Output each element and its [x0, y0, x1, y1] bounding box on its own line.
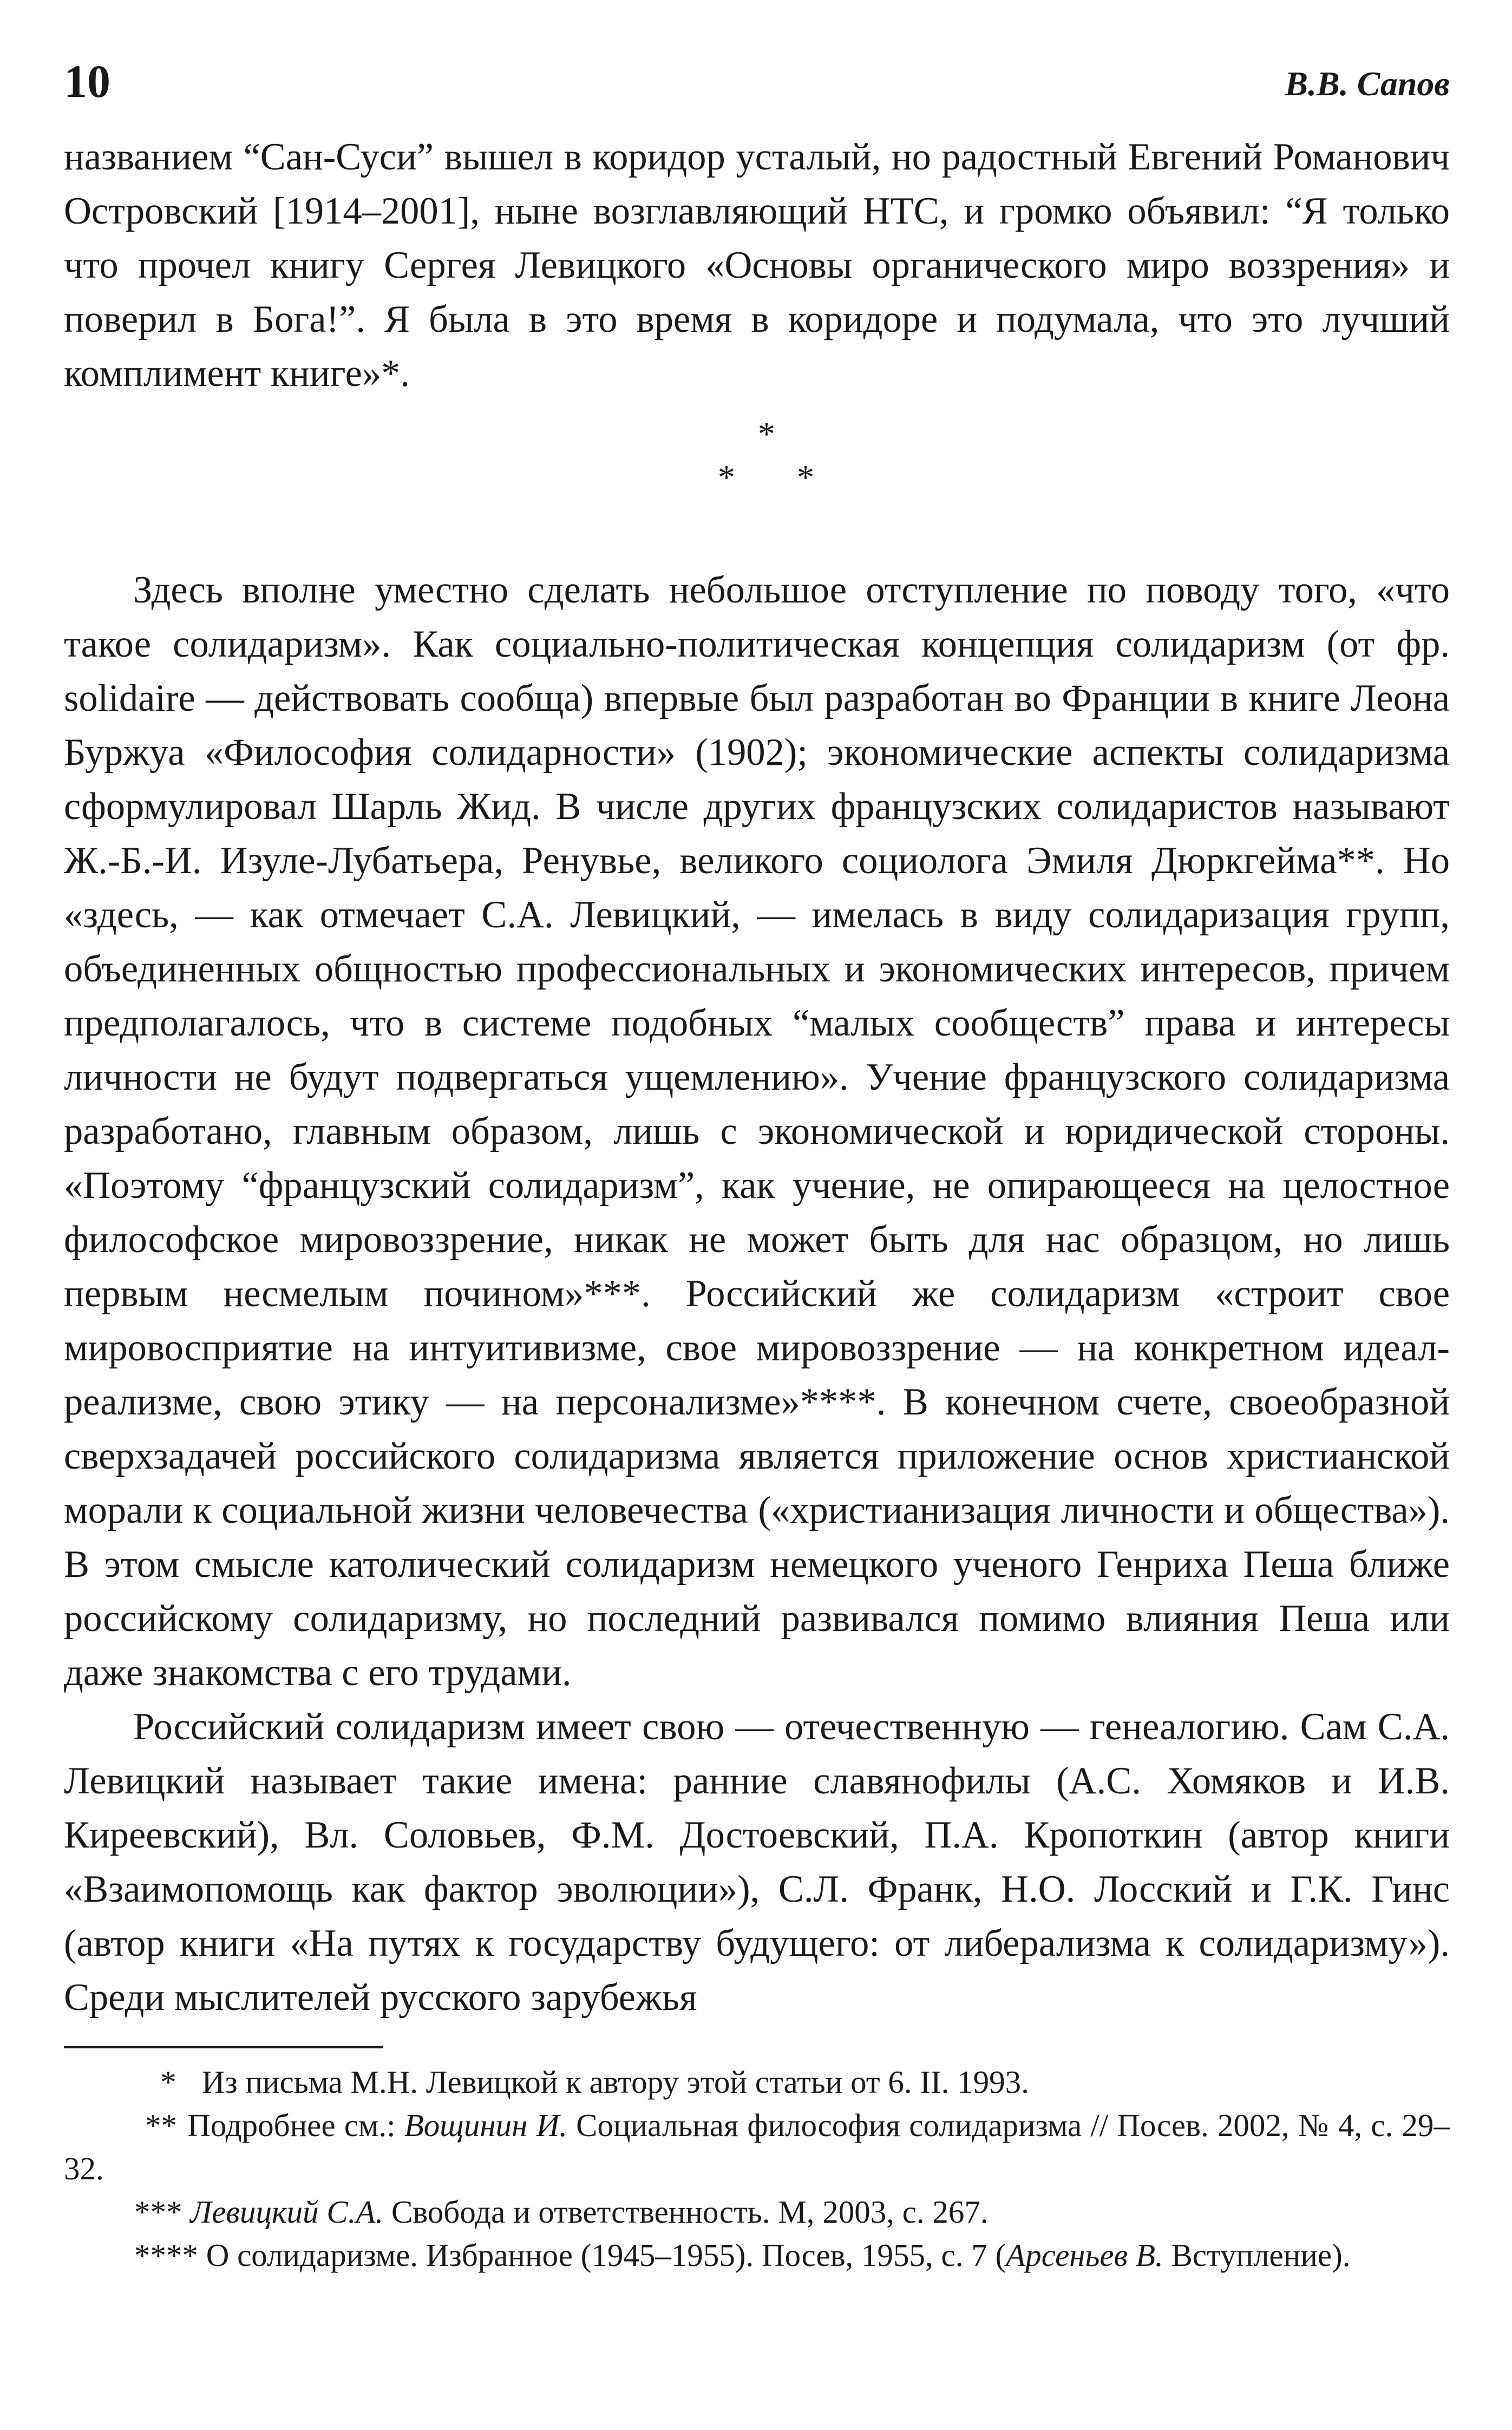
- asterism-divider: [64, 401, 1450, 563]
- paragraph-solidarism-definition: Здесь вполне уместно сделать небольшое отступление по поводу того, «что такое солидаризм». Как социально-политическая концепция солидаризм (от фр. solidaire — действовать сообща) впервые был разработан во Франции в книге Леона Буржуа «Философия солидарности» (1902); экономические аспекты солидаризма сформулировал Шарль Жид. В числе других французских солидаристов называют Ж.-Б.-И. Изуле-Лубатьера, Ренувье, великого социолога Эмиля Дюркгейма**. Но «здесь, — как отмечает С.А. Левицкий, — имелась в виду солидаризация групп, объединенных общностью профессиональных и экономических интересов, причем предполагалось, что в системе подобных “малых сообществ” права и интересы личности не будут подвергаться ущемлению». Учение французского солидаризма разработано, главным образом, лишь с экономической и юридической стороны. «Поэтому “французский солидаризм”, как учение, не опирающееся на целостное философское мировоззрение, никак не может быть для нас образцом, но лишь первым несмелым почином»***. Российский же солидаризм «строит свое мировосприятие на интуитивизме, свое мировоззрение — на конкретном идеал-реализме, свою этику — на персонализме»****. В конечном счете, своеобразной сверхзадачей российского солидаризма является приложение основ христианской морали к социальной жизни человечества («христианизация личности и общества»). В этом смысле католический солидаризм немецкого ученого Генриха Пеша ближе российскому солидаризму, но последний развивался помимо влияния Пеша или даже знакомства с его трудами.: [64, 569, 1450, 1694]
- page-number: 10: [64, 55, 110, 107]
- footnote-text: Подробнее см.:: [187, 2107, 404, 2143]
- footnote-mark: *: [160, 2064, 176, 2100]
- footnote: [64, 2104, 1450, 2190]
- footnote-mark: **: [145, 2107, 177, 2143]
- footnotes: [64, 2060, 1450, 2277]
- asterism-star: *: [797, 458, 814, 496]
- footnote-author: Вощинин И.: [404, 2107, 567, 2143]
- footnote-mark: ****: [134, 2237, 198, 2273]
- running-head-author: В.В. Сапов: [1285, 64, 1450, 103]
- footnote-author: Арсеньев В.: [1006, 2237, 1163, 2273]
- footnote-text: Из письма М.Н. Левицкой к автору этой статьи от 6. II. 1993.: [201, 2064, 1029, 2100]
- footnote-divider: [64, 2046, 383, 2048]
- footnote-text: Вступление).: [1163, 2237, 1351, 2273]
- footnote-text: Свобода и ответственность. М, 2003, с. 267.: [383, 2194, 989, 2230]
- footnote-text: О солидаризме. Избранное (1945–1955). Посев, 1955, с. 7 (: [206, 2237, 1006, 2273]
- footnote: [64, 2190, 1450, 2233]
- asterism-star: *: [758, 415, 775, 453]
- footnote: [64, 2060, 1450, 2104]
- paragraph-continued: названием “Сан-Суси” вышел в коридор усталый, но радостный Евгений Романович Островский [1914–2001], ныне возглавляющий НТС, и громко объявил: “Я только что прочел книгу Сергея Левицкого «Основы органического миро воззрения» и поверил в Бога!”. Я была в это время в коридоре и подумала, что это лучший комплимент книге»*.: [64, 136, 1450, 395]
- paragraph-russian-genealogy: Российский солидаризм имеет свою — отечественную — генеалогию. Сам С.А. Левицкий называет такие имена: ранние славянофилы (А.С. Хомяков и И.В. Киреевский), Вл. Соловьев, Ф.М. Достоевский, П.А. Кропоткин (автор книги «Взаимопомощь как фактор эволюции»), С.Л. Франк, Н.О. Лосский и Г.К. Гинс (автор книги «На путях к государству будущего: от либерализма к солидаризму»). Среди мыслителей русского зарубежья: [64, 1706, 1450, 2019]
- footnote: [64, 2233, 1450, 2277]
- footnote-text: Социальная философия солидаризма // Посев. 2002, № 4, с. 29–32.: [64, 2107, 1450, 2186]
- asterism-star: *: [718, 458, 735, 496]
- running-head: [64, 43, 1450, 130]
- book-page: [64, 43, 1450, 2403]
- footnote-mark: ***: [134, 2194, 182, 2230]
- footnote-author: Левицкий С.А.: [190, 2194, 384, 2230]
- main-text: [64, 130, 1450, 2025]
